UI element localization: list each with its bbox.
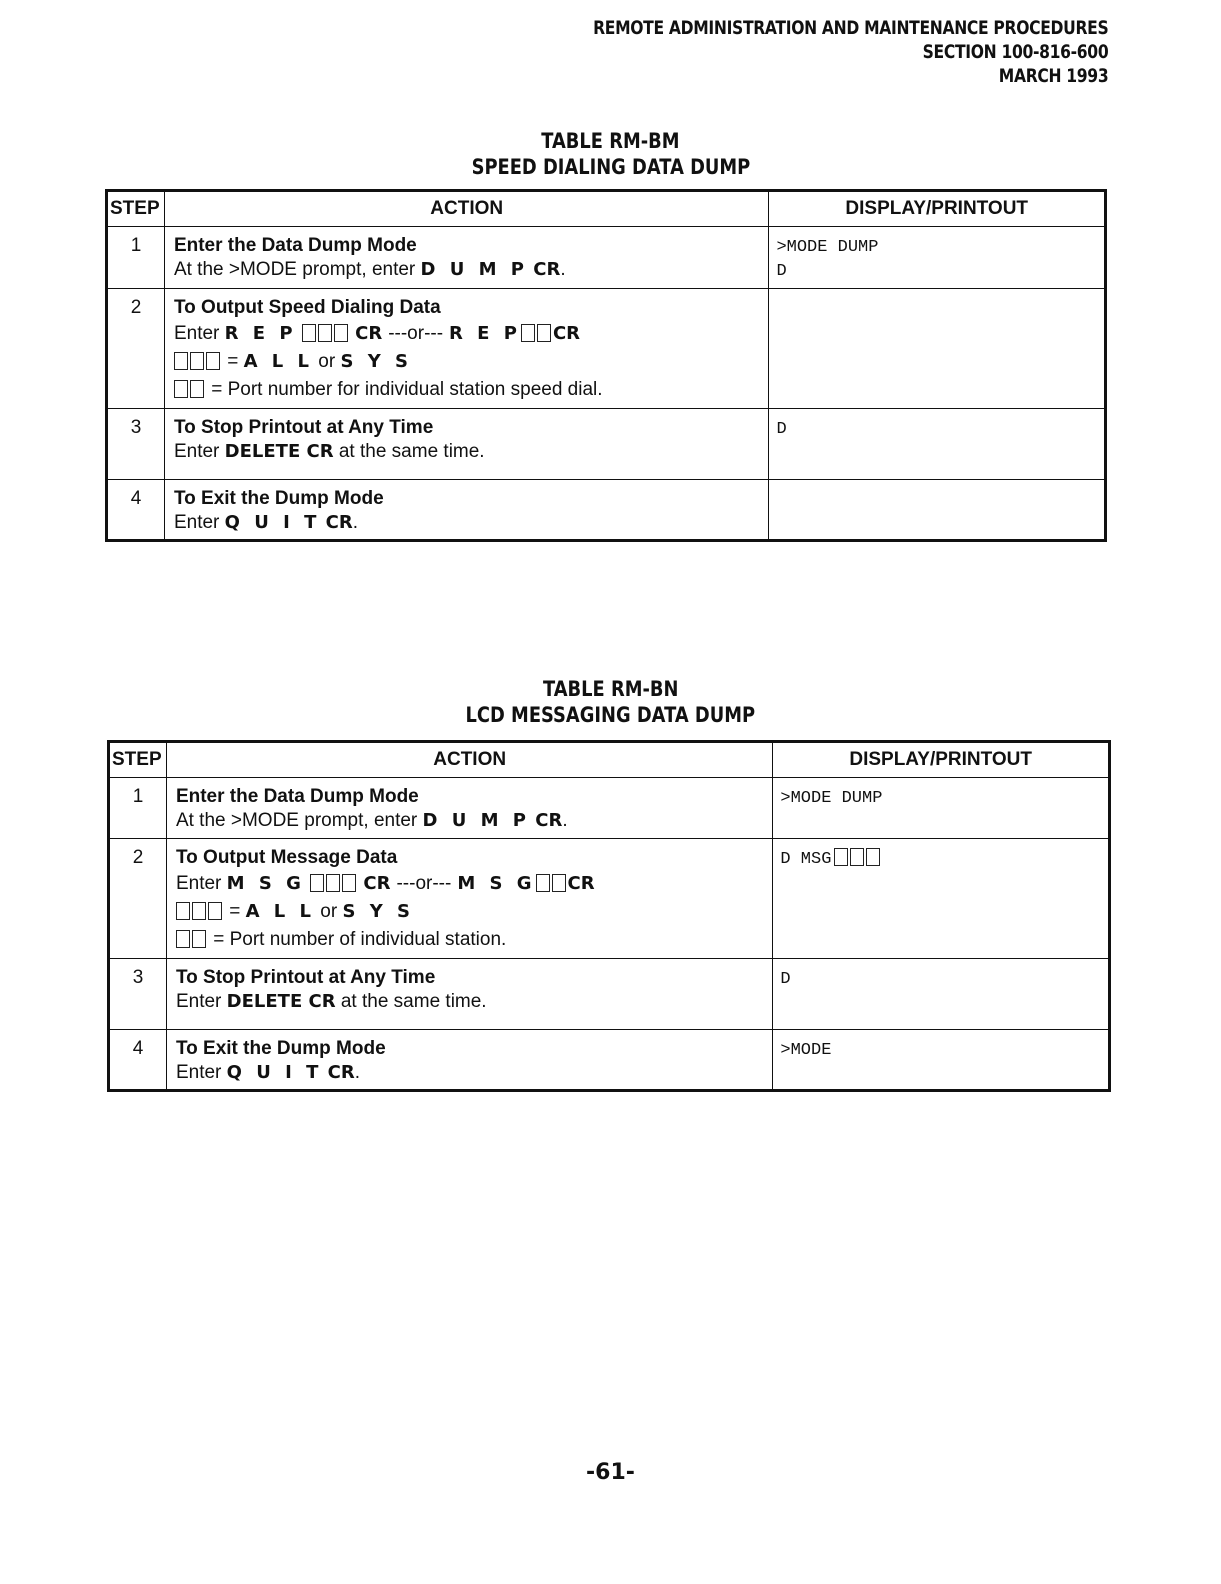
display-cell [769,480,1106,541]
action-text: At the >MODE prompt, enter D U M P CR. [173,259,566,280]
action-text: Enter DELETE CR at the same time. [175,991,487,1012]
action-cell [164,480,768,541]
key-sequence: D U M P [422,810,530,831]
table-row [107,409,1106,480]
action-text: Enter DELETE CR at the same time. [173,441,485,462]
col-step: STEP [109,742,167,778]
display-cell [773,778,1110,839]
display-line: >MODE DUMP [780,789,883,808]
key-sequence: M S G [226,873,305,894]
three-digit-boxes [176,898,224,926]
key-cr: CR [325,512,353,533]
two-digit-boxes [174,376,206,404]
header-section: SECTION 100-816-600 [922,41,1108,63]
action-text: = A L L or S Y S [176,898,764,926]
three-digit-boxes [310,870,358,898]
step-number: 1 [109,778,167,839]
table-bn-title [0,676,1221,728]
display-cell [773,839,1110,959]
action-title: Enter the Data Dump Mode [175,786,419,807]
col-step: STEP [107,191,165,227]
action-title: To Exit the Dump Mode [173,488,384,509]
table-header-row [109,742,1110,778]
action-cell [166,959,772,1030]
key-sequence: M S G [457,873,536,894]
key-sequence: Q U I T [226,1062,323,1083]
col-display: DISPLAY/PRINTOUT [769,191,1106,227]
table-row [109,778,1110,839]
step-number: 4 [107,480,165,541]
action-cell [164,227,768,289]
table-row [109,839,1110,959]
key-cr: CR [355,323,383,344]
table-bm-number: TABLE RM-BM [541,129,680,153]
step-number: 4 [109,1030,167,1091]
action-text: Enter R E P CR ---or--- R E P CR [174,320,760,348]
action-text: Enter Q U I T CR. [175,1062,360,1083]
display-line: D [776,420,787,439]
key-cr: CR [535,810,563,831]
key-cr: CR [552,323,581,344]
table-bn-number: TABLE RM-BN [542,677,679,701]
header-title: REMOTE ADMINISTRATION AND MAINTENANCE PROCEDURES [592,17,1108,39]
display-line: >MODE DUMP [776,238,879,257]
action-title: To Stop Printout at Any Time [175,967,436,988]
three-digit-boxes [174,348,222,376]
table-row [109,1030,1110,1091]
step-number: 3 [109,959,167,1030]
step-number: 3 [107,409,165,480]
action-cell [166,778,772,839]
display-cell [769,289,1106,409]
two-digit-boxes [536,870,568,898]
table-row [107,289,1106,409]
action-text: Enter Q U I T CR. [173,512,358,533]
action-cell [164,409,768,480]
display-line: D MSG [780,848,1101,872]
two-digit-boxes [521,320,553,348]
action-cell [166,1030,772,1091]
step-number: 2 [109,839,167,959]
key-sequence: D U M P [420,259,528,280]
header-date: MARCH 1993 [998,65,1108,87]
key-cr: CR [533,259,561,280]
col-display: DISPLAY/PRINTOUT [773,742,1110,778]
table-row [107,227,1106,289]
col-action: ACTION [166,742,772,778]
key-cr: CR [363,873,391,894]
action-title: To Exit the Dump Mode [175,1038,386,1059]
key-sequence: Q U I T [224,512,321,533]
action-cell [166,839,772,959]
display-line: D [780,970,791,989]
display-cell [773,959,1110,1030]
key-sequence: DELETE CR [224,441,334,462]
table-header-row [107,191,1106,227]
action-title: To Stop Printout at Any Time [173,417,434,438]
table-bn [107,740,1111,1092]
display-cell [769,227,1106,289]
table-bn-name: LCD MESSAGING DATA DUMP [465,703,756,727]
document-header [593,16,1108,88]
action-title: To Output Speed Dialing Data [173,297,441,318]
display-line: D [776,262,787,281]
action-text: = Port number of individual station. [176,926,764,954]
action-cell [164,289,768,409]
table-bm-name: SPEED DIALING DATA DUMP [471,155,750,179]
key-sequence: R E P [224,323,297,344]
key-cr: CR [327,1062,355,1083]
action-text: = A L L or S Y S [174,348,760,376]
key-cr: CR [567,873,595,894]
display-line: >MODE [780,1041,832,1060]
two-digit-boxes [176,926,208,954]
three-digit-boxes [834,848,882,872]
action-text: At the >MODE prompt, enter D U M P CR. [175,810,568,831]
action-text: Enter M S G CR ---or--- M S G CR [176,870,764,898]
table-bm-title [0,128,1221,180]
key-sequence: R E P [449,323,521,344]
table-bm [105,189,1107,542]
table-row [109,959,1110,1030]
action-title: To Output Message Data [175,847,398,868]
page-number: -61- [586,1460,635,1485]
table-row [107,480,1106,541]
step-number: 2 [107,289,165,409]
col-action: ACTION [164,191,768,227]
action-text: = Port number for individual station speed dial. [174,376,760,404]
three-digit-boxes [302,320,350,348]
step-number: 1 [107,227,165,289]
display-cell [773,1030,1110,1091]
action-title: Enter the Data Dump Mode [173,235,417,256]
display-cell [769,409,1106,480]
key-sequence: DELETE CR [226,991,336,1012]
